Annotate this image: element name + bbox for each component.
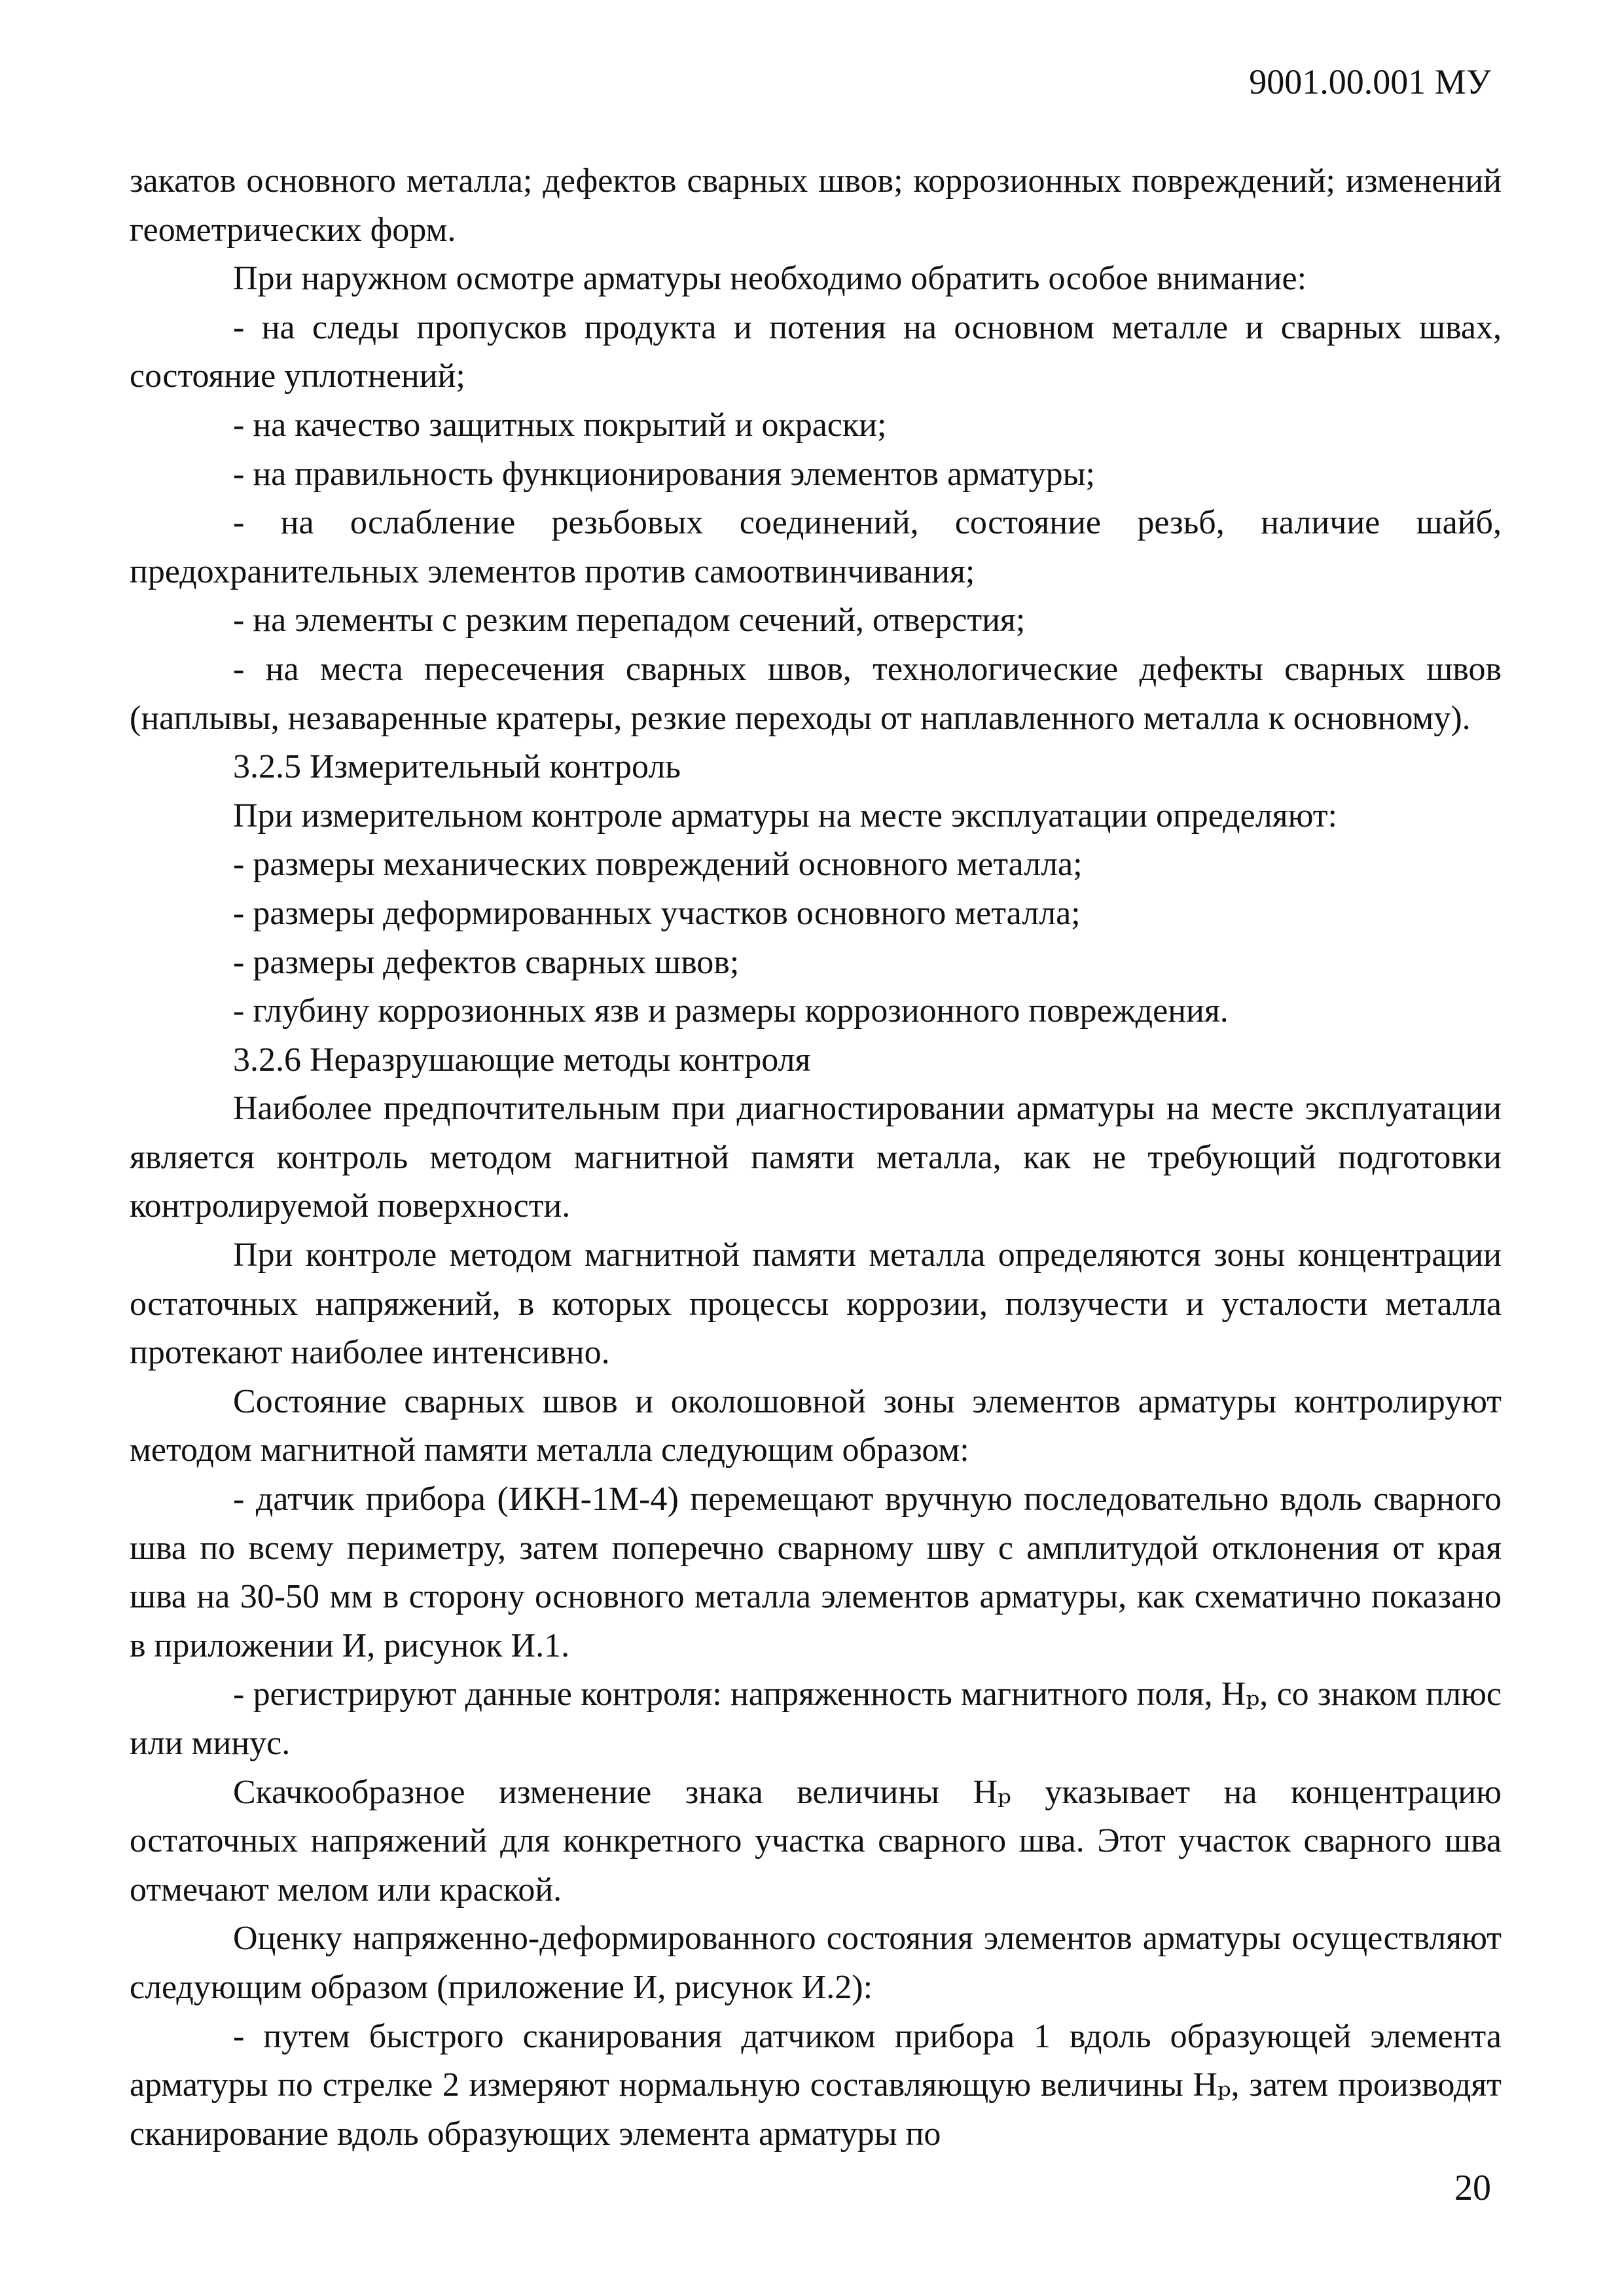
paragraph: - на следы пропусков продукта и потения на основном металле и сварных швах, состояние уплотнений; (130, 308, 1502, 395)
paragraph: - на места пересечения сварных швов, технологические дефекты сварных швов (наплывы, незаваренные кратеры, резкие переходы от наплавленного металла к основному). (130, 650, 1502, 737)
paragraph: При измерительном контроле арматуры на месте эксплуатации определяют: (233, 797, 1337, 834)
paragraph: - размеры деформированных участков основного металла; (233, 894, 1081, 932)
paragraph: - регистрируют данные контроля: напряженность магнитного поля, Hₚ, со знаком плюс или минус. (130, 1676, 1502, 1762)
paragraph: Скачкообразное изменение знака величины Hₚ указывает на концентрацию остаточных напряжений для конкретного участка сварного шва. Этот участок сварного шва отмечают мелом или краской. (130, 1773, 1502, 1909)
paragraph: закатов основного металла; дефектов сварных швов; коррозионных повреждений; изменений геометрических форм. (130, 162, 1502, 249)
paragraph: - глубину коррозионных язв и размеры коррозионного повреждения. (233, 992, 1229, 1030)
paragraph: - путем быстрого сканирования датчиком прибора 1 вдоль образующей элемента арматуры по стрелке 2 измеряют нормальную составляющую величины Hₚ, затем производят сканирование вдоль образующих элемента арматуры по (130, 2017, 1502, 2153)
paragraph: - датчик прибора (ИКН-1М-4) перемещают вручную последовательно вдоль сварного шва по всему периметру, затем поперечно сварному шву с амплитудой отклонения от края шва на 30-50 мм в сторону основного металла элементов арматуры, как схематично показано в приложении И, рисунок И.1. (130, 1480, 1502, 1664)
paragraph: При контроле методом магнитной памяти металла определяются зоны концентрации остаточных напряжений, в которых процессы коррозии, ползучести и усталости металла протекают наиболее интенсивно. (130, 1236, 1502, 1372)
paragraph: Состояние сварных швов и околошовной зоны элементов арматуры контролируют методом магнитной памяти металла следующим образом: (130, 1382, 1502, 1469)
paragraph: Оценку напряженно-деформированного состояния элементов арматуры осуществляют следующим образом (приложение И, рисунок И.2): (130, 1920, 1502, 2006)
paragraph: - на элементы с резким перепадом сечений, отверстия; (233, 601, 1026, 639)
paragraph: 3.2.5 Измерительный контроль (233, 748, 681, 786)
paragraph: - размеры механических повреждений основного металла; (233, 846, 1083, 884)
page-number: 20 (1454, 2168, 1491, 2208)
paragraph: - на ослабление резьбовых соединений, состояние резьб, наличие шайб, предохранительных элементов против самоотвинчивания; (130, 504, 1502, 590)
paragraph: - на качество защитных покрытий и окраски; (233, 406, 887, 444)
paragraph: - на правильность функционирования элементов арматуры; (233, 455, 1095, 493)
paragraph: При наружном осмотре арматуры необходимо обратить особое внимание: (233, 260, 1307, 298)
document-code: 9001.00.001 МУ (1249, 62, 1491, 101)
paragraph: - размеры дефектов сварных швов; (233, 943, 740, 981)
paragraph: 3.2.6 Неразрушающие методы контроля (233, 1041, 811, 1079)
paragraph: Наиболее предпочтительным при диагностировании арматуры на месте эксплуатации является контроль методом магнитной памяти металла, как не требующий подготовки контролируемой поверхности. (130, 1090, 1502, 1225)
page-body (130, 157, 1502, 2159)
